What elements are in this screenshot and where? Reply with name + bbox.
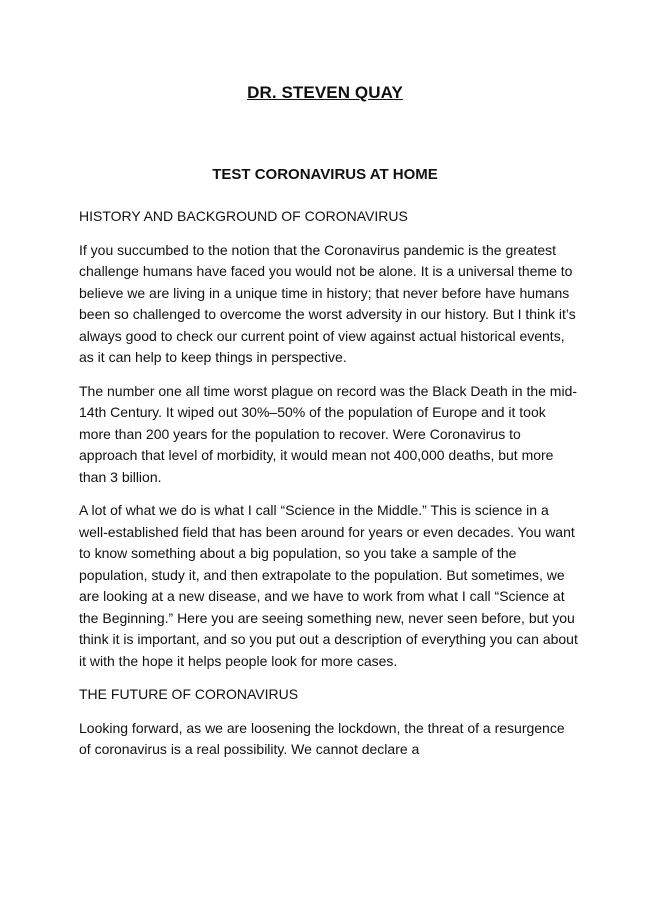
section-heading-future: THE FUTURE OF CORONAVIRUS (79, 686, 299, 702)
paragraph: The number one all time worst plague on record was the Black Death in the mid-14th Century. It wiped out 30%–50% of the population of Europe and it took more than 200 years for the population to recover. Were Coronavirus to approach that level of morbidity, it would mean not 400,000 deaths, but more than 3 billion. (79, 382, 578, 485)
section-heading-history: HISTORY AND BACKGROUND OF CORONAVIRUS (79, 208, 408, 224)
document-body (79, 206, 579, 773)
document-title: TEST CORONAVIRUS AT HOME (212, 166, 438, 183)
author-name: DR. STEVEN QUAY (247, 83, 403, 102)
paragraph: If you succumbed to the notion that the Coronavirus pandemic is the greatest challenge humans have faced you would not be alone. It is a universal theme to believe we are living in a unique time in history; that never before have humans been so challenged to overcome the worst adversity in our history. But I think it’s always good to check our current point of view against actual historical events, as it can help to keep things in perspective. (79, 241, 576, 365)
paragraph: A lot of what we do is what I call “Science in the Middle.” This is science in a well-established field that has been around for years or even decades. You want to know something about a big population, so you take a sample of the population, study it, and then extrapolate to the population. But sometimes, we are looking at a new disease, and we have to work from what I call “Science at the Beginning.” Here you are seeing something new, never seen before, but you think it is important, and so you put out a description of everything you can about it with the hope it helps people look for more cases. (79, 502, 578, 669)
paragraph: Looking forward, as we are loosening the lockdown, the threat of a resurgence of coronavirus is a real possibility. We cannot declare a (79, 719, 565, 757)
